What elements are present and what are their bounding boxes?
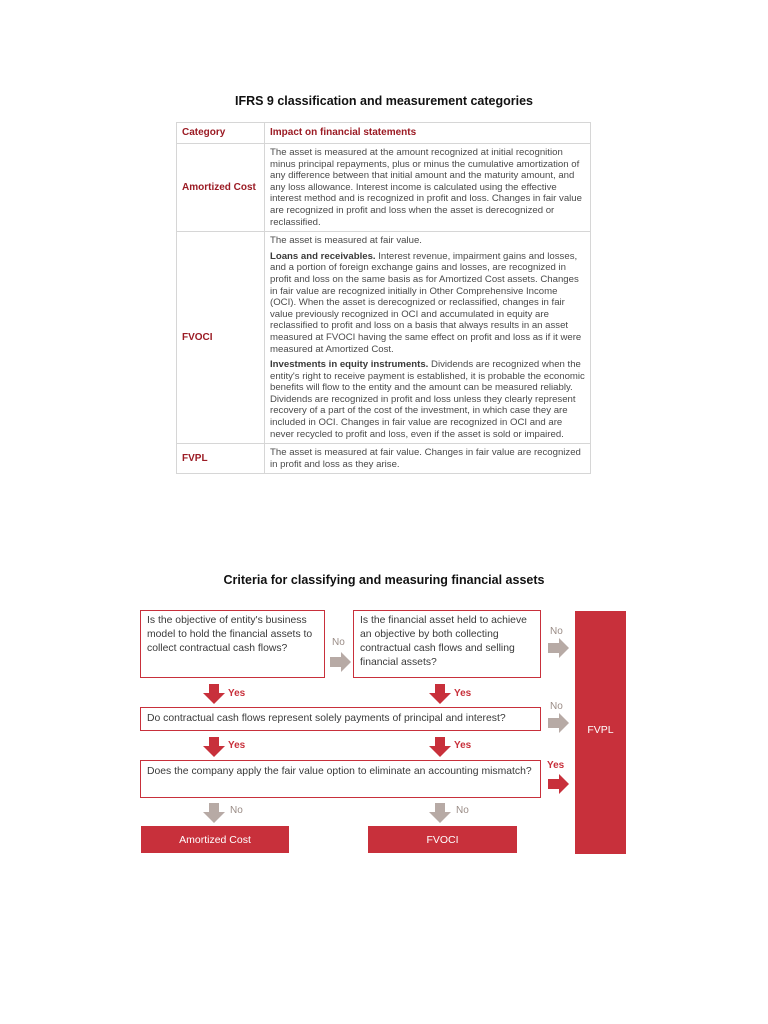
label-yes: Yes [228, 688, 246, 699]
category-amortized-cost: Amortized Cost [177, 144, 265, 232]
table-row [177, 144, 591, 232]
paragraph-text: Interest revenue, impairment gains and losses, and a portion of foreign exchange gains and losses, are recognized in profit and loss on the same basis as for Amortized Cost assets. Changes in fair value are recognized initially in Other Comprehensive Income (OCI). When the asset is derecognized or reclassified, changes in fair value previously recognized in OCI and accumulated in equity are reclassified to profit and loss on a basis that always results in an asset measured at FVOCI having the same effect on profit and loss as if it were measured at Amortized Cost. [270, 250, 582, 355]
impact-paragraph [270, 359, 586, 440]
label-yes: Yes [454, 740, 472, 751]
question-fair-value-option: Does the company apply the fair value option to eliminate an accounting mismatch? [140, 760, 541, 798]
outcome-fvoci: FVOCI [368, 826, 517, 853]
label-no: No [550, 626, 563, 637]
paragraph-heading: Investments in equity instruments. [270, 359, 429, 371]
header-impact: Impact on financial statements [265, 123, 591, 144]
question-sppi: Do contractual cash flows represent solely payments of principal and interest? [140, 707, 541, 731]
paragraph-text: The asset is measured at the amount recognized at initial recognition minus principal repayments, plus or minus the cumulative amortization of any difference between that initial amount and the maturity amount, and any loss allowance. Interest income is calculated using the effective interest method and is recognized in profit and loss. Changes in fair value are recognized in profit and loss when the asset is derecognized or reclassified. [270, 147, 582, 228]
arrow-down-yes [429, 684, 451, 704]
table-row [177, 232, 591, 444]
label-yes: Yes [454, 688, 472, 699]
label-no: No [230, 805, 243, 816]
header-category: Category [177, 123, 265, 144]
impact-cell [265, 144, 591, 232]
label-yes: Yes [228, 740, 246, 751]
impact-cell [265, 444, 591, 474]
table-title: IFRS 9 classification and measurement categories [234, 94, 534, 108]
flowchart-title: Criteria for classifying and measuring financial assets [223, 573, 545, 587]
arrow-right-yes [548, 774, 569, 794]
table-row [177, 444, 591, 474]
table-header-row [177, 123, 591, 144]
paragraph-text: The asset is measured at fair value. Changes in fair value are recognized in profit and loss as they arise. [270, 447, 581, 470]
paragraph-text: Dividends are recognized when the entity's right to receive payment is established, it is probable the economic benefits will flow to the entity and the amount can be measured reliably. Dividends are recognized in profit and loss unless they clearly represent recovery of a part of the cost of the investment, in which case they are included in OCI. Changes in fair value are recognized in OCI and are never recycled to profit and loss, even if the asset is sold or impaired. [270, 359, 585, 440]
outcome-fvpl-label: FVPL [587, 723, 614, 736]
arrow-down-yes [429, 737, 451, 757]
label-no: No [550, 701, 563, 712]
arrow-right-no [548, 713, 569, 733]
arrow-right-no [548, 638, 569, 658]
classification-table [176, 122, 591, 474]
arrow-down-no [203, 803, 225, 823]
arrow-down-no [429, 803, 451, 823]
outcome-fvpl [575, 611, 626, 854]
category-fvpl: FVPL [177, 444, 265, 474]
outcome-amortized-cost: Amortized Cost [141, 826, 289, 853]
arrow-down-yes [203, 684, 225, 704]
question-business-model: Is the objective of entity's business model to hold the financial assets to collect contractual cash flows? [140, 610, 325, 678]
question-collect-and-sell: Is the financial asset held to achieve an objective by both collecting contractual cash flows and selling financial assets? [353, 610, 541, 678]
paragraph-heading: Loans and receivables. [270, 250, 376, 262]
impact-cell [265, 232, 591, 444]
label-yes: Yes [547, 760, 565, 771]
arrow-right-no [330, 652, 351, 672]
impact-paragraph [270, 147, 586, 228]
impact-paragraph [270, 447, 586, 470]
impact-paragraph [270, 235, 586, 247]
label-no: No [332, 637, 345, 648]
arrow-down-yes [203, 737, 225, 757]
impact-paragraph [270, 251, 586, 355]
label-no: No [456, 805, 469, 816]
paragraph-text: The asset is measured at fair value. [270, 235, 422, 247]
category-fvoci: FVOCI [177, 232, 265, 444]
